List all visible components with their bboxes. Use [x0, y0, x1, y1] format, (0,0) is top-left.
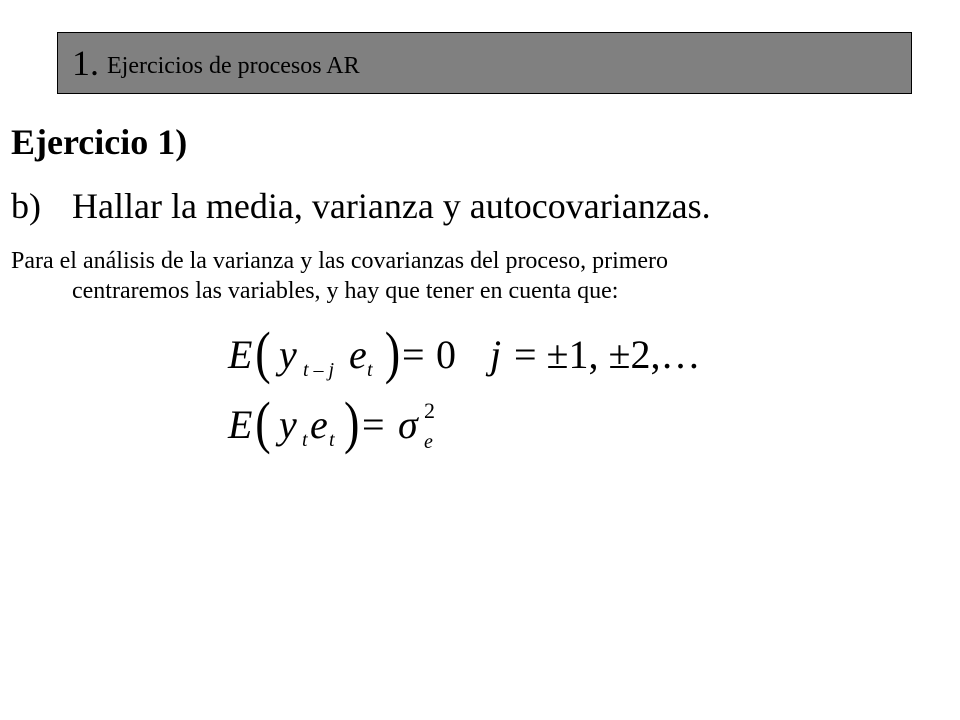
eq1-e-variable: e	[349, 332, 367, 377]
title-number: 1.	[72, 43, 99, 83]
eq1-equals: =	[402, 332, 425, 377]
eq1-e-subscript: t	[367, 359, 373, 381]
slide-title: Ejercicios de procesos AR	[107, 53, 360, 79]
eq2-sigma-superscript: 2	[424, 398, 435, 423]
explanation-paragraph	[11, 246, 911, 306]
list-item-b	[11, 188, 711, 224]
eq1-y-subscript: t – j	[303, 359, 335, 381]
paragraph-line-1: Para el análisis de la varianza y las covarianzas del proceso, primero	[11, 248, 669, 274]
slide-title-bar	[57, 32, 912, 94]
eq2-y-variable: y	[279, 402, 297, 447]
equation-2-svg	[228, 391, 488, 458]
eq2-equals: =	[362, 402, 385, 447]
equation-expectation-lagged	[228, 321, 708, 386]
list-item-text: Hallar la media, varianza y autocovarianzas.	[72, 186, 711, 226]
eq2-sigma: σ	[398, 402, 418, 447]
equation-expectation-contemporaneous	[228, 391, 488, 458]
eq2-right-paren: )	[344, 391, 360, 456]
paragraph-line-2: centraremos las variables, y hay que tener en cuenta que:	[72, 278, 619, 304]
eq1-left-paren: (	[255, 321, 271, 386]
eq2-y-subscript: t	[302, 429, 308, 451]
eq2-expectation-operator: E	[228, 402, 253, 447]
equation-1-svg	[228, 321, 708, 386]
eq1-right-paren: )	[384, 321, 401, 386]
eq2-sigma-subscript: e	[424, 431, 433, 453]
eq2-left-paren: (	[255, 391, 271, 456]
eq2-e-variable: e	[310, 402, 328, 447]
eq1-expectation-operator: E	[228, 332, 253, 377]
exercise-heading: Ejercicio 1)	[11, 122, 188, 162]
eq1-y-variable: y	[279, 332, 297, 377]
list-marker: b)	[11, 186, 41, 226]
eq1-index-j: j	[490, 332, 502, 377]
eq1-rhs-zero: 0	[436, 332, 456, 377]
eq1-index-condition: = ±1, ±2,…	[514, 332, 701, 377]
eq2-e-subscript: t	[329, 429, 335, 451]
